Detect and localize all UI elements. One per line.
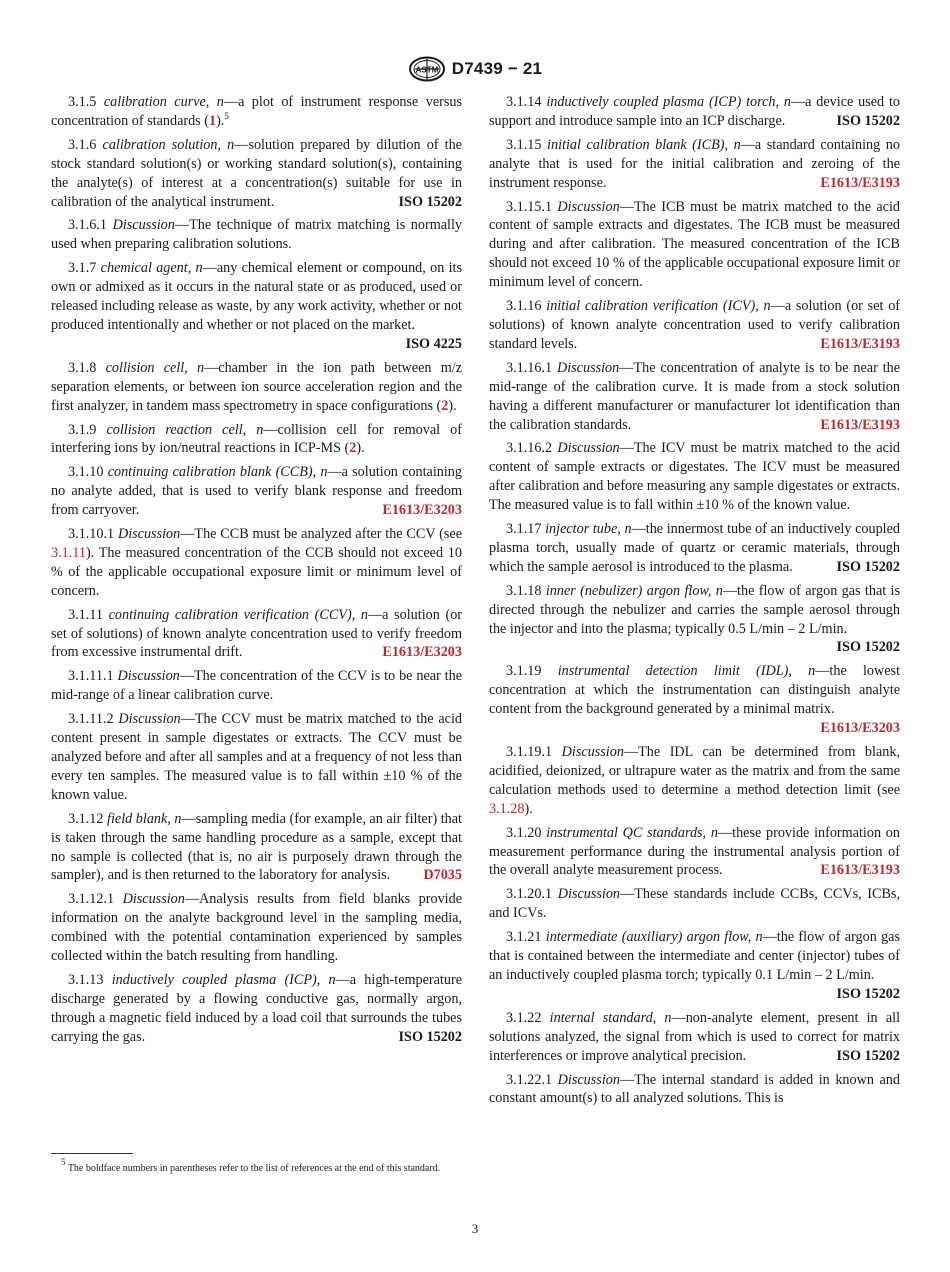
definition-paragraph bbox=[51, 421, 462, 459]
definition-text: —the flow of argon gas that is directed through the nebulizer and carries the sample aerosol through the injector and into the plasma; typically 0.5 L/min – 2 L/min. bbox=[489, 582, 900, 637]
source-standard: ISO 15202 bbox=[398, 193, 462, 210]
term: calibration solution, n bbox=[102, 136, 235, 153]
definition-text: —collision cell for removal of interfering ions by ion/neutral reactions in ICP-MS ( bbox=[51, 421, 462, 457]
term: instrumental detection limit (IDL), n bbox=[557, 663, 816, 680]
definition-text: —The internal standard is added in known and constant amount(s) to all analyzed solutions. This is bbox=[489, 1071, 900, 1107]
definition-paragraph bbox=[489, 662, 900, 738]
term: calibration curve, n bbox=[103, 94, 224, 110]
term: intermediate (auxiliary) argon flow, n bbox=[545, 929, 763, 946]
section-number: 3.1.19.1 bbox=[506, 744, 553, 760]
section-number: 3.1.11.1 bbox=[68, 668, 114, 685]
section-number: 3.1.15 bbox=[506, 136, 542, 153]
section-number: 3.1.13 bbox=[68, 971, 104, 988]
term: Discussion bbox=[561, 744, 624, 760]
definition-paragraph bbox=[489, 824, 900, 881]
source-standard[interactable]: E1613/E3193 bbox=[820, 335, 900, 352]
section-number: 3.1.14 bbox=[506, 94, 542, 110]
section-number: 3.1.10 bbox=[68, 464, 104, 481]
footnote-divider bbox=[51, 1153, 133, 1154]
section-number: 3.1.22 bbox=[506, 1009, 542, 1026]
right-column bbox=[489, 93, 900, 1113]
section-number: 3.1.22.1 bbox=[506, 1071, 553, 1088]
definition-paragraph bbox=[51, 216, 462, 254]
section-number: 3.1.19 bbox=[506, 663, 542, 680]
section-number: 3.1.6 bbox=[68, 136, 97, 153]
page-header bbox=[0, 56, 950, 82]
section-number: 3.1.17 bbox=[506, 521, 542, 538]
definition-paragraph bbox=[489, 928, 900, 1004]
term: Discussion bbox=[112, 217, 175, 234]
term: internal standard, n bbox=[549, 1009, 672, 1026]
section-number: 3.1.11 bbox=[68, 606, 103, 623]
section-number: 3.1.16 bbox=[506, 298, 542, 315]
definition-text: —a plot of instrument response versus concentration of standards ( bbox=[51, 94, 463, 129]
left-column bbox=[51, 93, 462, 1052]
term: chemical agent, n bbox=[100, 260, 203, 277]
definition-text: —a device used to support and introduce sample into an ICP discharge. bbox=[489, 94, 901, 129]
section-number: 3.1.10.1 bbox=[68, 526, 115, 543]
definition-paragraph bbox=[51, 525, 462, 601]
section-number: 3.1.20 bbox=[506, 824, 542, 841]
term: inductively coupled plasma (ICP), n bbox=[111, 971, 336, 988]
definition-paragraph bbox=[489, 297, 900, 354]
term: field blank, n bbox=[107, 810, 182, 827]
term: inner (nebulizer) argon flow, n bbox=[545, 582, 723, 599]
term: Discussion bbox=[117, 668, 180, 685]
definition-text: ). bbox=[356, 440, 365, 457]
source-standard: ISO 15202 bbox=[836, 1047, 900, 1064]
definition-text: —The concentration of analyte is to be near the mid-range of the calibration curve. It is made from a stock solution having a different manufacturer or manufacturer lot identification than the calibration standards. bbox=[489, 359, 900, 433]
section-number: 3.1.12.1 bbox=[68, 891, 115, 908]
definition-text: —sampling media (for example, an air filter) that is taken through the same handling procedure as a sample, except that no sample is collected (that is, no air is purposely drawn through the sampler), and is then returned to the laboratory for analysis. bbox=[51, 810, 462, 884]
term: Discussion bbox=[556, 359, 620, 376]
term: collision cell, n bbox=[105, 359, 205, 376]
term: injector tube, n bbox=[545, 521, 632, 538]
definition-text: —The ICV must be matrix matched to the acid content of sample extracts or digestates. The ICV must be measured after calibration and before measuring any sample digestates or extracts. The measured value is to fall within ±10 % of the known value. bbox=[489, 440, 900, 514]
reference-link[interactable]: 1 bbox=[208, 112, 217, 129]
section-number: 3.1.7 bbox=[68, 260, 97, 277]
source-standard: ISO 15202 bbox=[836, 639, 900, 656]
source-standard: ISO 15202 bbox=[836, 985, 900, 1002]
definition-text: —The CCV must be matrix matched to the acid content present in sample digestates or extracts. The CCV must be analyzed before and after all samples and at a frequency of not less than every ten samples. The measured value is to fall within ±10 % of the known value. bbox=[51, 711, 462, 803]
definition-text: —non-analyte element, present in all solutions analyzed, the signal from which is used to correct for matrix interferences or improve analytical precision. bbox=[489, 1009, 901, 1064]
definition-text: —The IDL can be determined from blank, acidified, deionized, or ultrapure water as the matrix and from the same calculation methods used to determine a method detection limit (see bbox=[489, 744, 900, 798]
definition-paragraph bbox=[51, 667, 462, 705]
definition-paragraph bbox=[489, 439, 900, 515]
definition-text: —the lowest concentration at which the instrumentation can distinguish analyte content from the background generated by a minimal matrix. bbox=[489, 663, 901, 718]
term: Discussion bbox=[557, 886, 621, 903]
definition-text: —a high-temperature discharge generated by a flowing conductive gas, normally argon, through a magnetic field induced by a load coil that surrounds the tubes carrying the gas. bbox=[51, 971, 462, 1045]
term: Discussion bbox=[557, 198, 620, 215]
footnote bbox=[51, 1157, 462, 1177]
section-number: 3.1.5 bbox=[68, 94, 97, 110]
term: Discussion bbox=[122, 891, 185, 908]
source-standard[interactable]: E1613/E3203 bbox=[820, 720, 900, 737]
definition-text: ). bbox=[448, 397, 457, 414]
footnote-mark[interactable]: 5 bbox=[224, 110, 229, 121]
term: inductively coupled plasma (ICP) torch, n bbox=[546, 94, 791, 110]
definition-text: —the flow of argon gas that is contained between the intermediate and center (injector) tubes of an inductively coupled plasma torch; typically 0.1 L/min – 2 L/min. bbox=[489, 929, 900, 983]
footnote-mark: 5 bbox=[61, 1157, 66, 1167]
definition-paragraph bbox=[51, 463, 462, 520]
term: continuing calibration verification (CCV), n bbox=[108, 606, 368, 623]
source-standard: ISO 15202 bbox=[836, 112, 900, 129]
definition-paragraph bbox=[51, 971, 462, 1047]
definition-paragraph bbox=[489, 198, 900, 293]
definition-text: —a solution containing no analyte added, that is used to verify blank response and freedom from carryover. bbox=[51, 464, 462, 519]
definition-text: —These standards include CCBs, CCVs, ICBs, and ICVs. bbox=[489, 886, 901, 922]
section-number: 3.1.16.2 bbox=[506, 440, 553, 457]
definition-paragraph bbox=[489, 520, 900, 577]
term: instrumental QC standards, n bbox=[546, 824, 718, 841]
definition-paragraph bbox=[51, 259, 462, 354]
section-number: 3.1.16.1 bbox=[506, 359, 553, 376]
definition-paragraph bbox=[489, 93, 900, 131]
definition-text: —the innermost tube of an inductively coupled plasma torch, usually made of quartz or ceramic materials, through which the sample aerosol is introduced to the plasma. bbox=[489, 521, 901, 575]
definition-paragraph bbox=[51, 710, 462, 805]
section-number: 3.1.9 bbox=[68, 421, 97, 438]
definition-paragraph bbox=[51, 810, 462, 886]
term: initial calibration verification (ICV), n bbox=[546, 298, 771, 315]
astm-logo-icon bbox=[408, 56, 446, 82]
term: Discussion bbox=[118, 711, 181, 728]
term: collision reaction cell, n bbox=[106, 421, 264, 438]
definition-text: —a solution (or set of solutions) of known analyte concentration used to verify freedom from excessive instrumental drift. bbox=[51, 606, 463, 661]
source-standard: ISO 15202 bbox=[836, 558, 900, 575]
definition-text: —a solution (or set of solutions) of known analyte concentration used to verify calibration standard levels. bbox=[489, 298, 901, 352]
term: continuing calibration blank (CCB), n bbox=[107, 464, 328, 481]
definition-paragraph bbox=[489, 1071, 900, 1109]
page-number: 3 bbox=[471, 1221, 479, 1236]
definition-paragraph bbox=[51, 359, 462, 416]
section-number: 3.1.12 bbox=[68, 810, 104, 827]
definition-text: ). The measured concentration of the CCB should not exceed 10 % of the applicable occupational exposure limit or minimum level of concern. bbox=[51, 544, 462, 599]
definition-text: ). bbox=[524, 800, 533, 817]
definition-paragraph bbox=[51, 93, 462, 131]
section-number: 3.1.15.1 bbox=[506, 198, 553, 215]
section-number: 3.1.20.1 bbox=[506, 886, 553, 903]
definition-text: ). bbox=[216, 112, 225, 129]
section-number: 3.1.6.1 bbox=[68, 217, 108, 234]
cross-reference-link[interactable]: 3.1.11 bbox=[51, 544, 86, 561]
reference-link[interactable]: 2 bbox=[349, 440, 357, 457]
section-number: 3.1.21 bbox=[506, 929, 542, 946]
definition-text: —The concentration of the CCV is to be near the mid-range of a linear calibration curve. bbox=[51, 668, 463, 704]
source-standard: ISO 4225 bbox=[405, 335, 462, 352]
section-number: 3.1.8 bbox=[68, 359, 97, 376]
definition-text: —solution prepared by dilution of the stock standard solution(s) or working standard solution(s), containing the analyte(s) of interest at a concentration(s) suitable for use in calibration of the analytical instrument. bbox=[51, 136, 463, 210]
term: Discussion bbox=[557, 1071, 620, 1088]
definition-paragraph bbox=[489, 582, 900, 658]
definition-text: —The CCB must be analyzed after the CCV (see bbox=[180, 526, 463, 543]
definition-paragraph bbox=[489, 1009, 900, 1066]
definition-paragraph bbox=[489, 885, 900, 923]
source-standard[interactable]: D7035 bbox=[423, 867, 462, 884]
cross-reference-link[interactable]: 3.1.28 bbox=[489, 800, 525, 817]
definition-text: —The ICB must be matrix matched to the acid content of sample extracts and digestates. The ICB must be measured during and after calibration. The measured concentration of the ICB should not exceed 10 % of the applicable occupational exposure limit or minimum level of concern. bbox=[489, 198, 901, 291]
logo-letters: ASTM bbox=[415, 65, 439, 75]
definition-text: —chamber in the ion path between m/z separation elements, or between ion source acceleration region and the first analyzer, in tandem mass spectrometry in space configurations ( bbox=[51, 359, 463, 414]
definition-paragraph bbox=[51, 606, 462, 663]
definition-paragraph bbox=[51, 136, 462, 212]
definition-text: —these provide information on measurement performance during the instrumental analysis portion of the overall analyte measurement process. bbox=[489, 824, 900, 879]
term: Discussion bbox=[557, 440, 620, 457]
term: initial calibration blank (ICB), n bbox=[547, 136, 741, 153]
definition-paragraph bbox=[489, 136, 900, 193]
definition-text: —Analysis results from field blanks provide information on the analyte background level in the sampling media, combined with the potential contamination experienced by samples collected within the batch resulting from handling. bbox=[51, 891, 463, 965]
document-id: D7439 − 21 bbox=[451, 59, 543, 78]
term: Discussion bbox=[117, 526, 181, 543]
footnote-text: The boldface numbers in parentheses refer to the list of references at the end of this standard. bbox=[67, 1163, 441, 1174]
definition-text: —a standard containing no analyte that is used for the initial calibration and zeroing of the instrument response. bbox=[489, 136, 900, 191]
definition-text: —The technique of matrix matching is normally used when preparing calibration solutions. bbox=[51, 217, 463, 253]
source-standard[interactable]: E1613/E3193 bbox=[820, 862, 900, 879]
definition-paragraph bbox=[51, 890, 462, 966]
source-standard[interactable]: E1613/E3203 bbox=[382, 502, 462, 519]
source-standard[interactable]: E1613/E3193 bbox=[820, 416, 900, 433]
section-number: 3.1.11.2 bbox=[68, 711, 114, 728]
definition-text: —any chemical element or compound, on its own or admixed as it occurs in the natural state or as produced, used or released including release as waste, by any work activity, whether or not produced intentionally and whether or not placed on the market. bbox=[51, 260, 462, 333]
source-standard[interactable]: E1613/E3203 bbox=[382, 644, 462, 661]
source-standard[interactable]: E1613/E3193 bbox=[820, 174, 900, 191]
section-number: 3.1.18 bbox=[506, 582, 542, 599]
reference-link[interactable]: 2 bbox=[441, 397, 449, 414]
source-standard: ISO 15202 bbox=[398, 1028, 462, 1045]
definition-paragraph bbox=[489, 743, 900, 819]
definition-paragraph bbox=[489, 359, 900, 435]
